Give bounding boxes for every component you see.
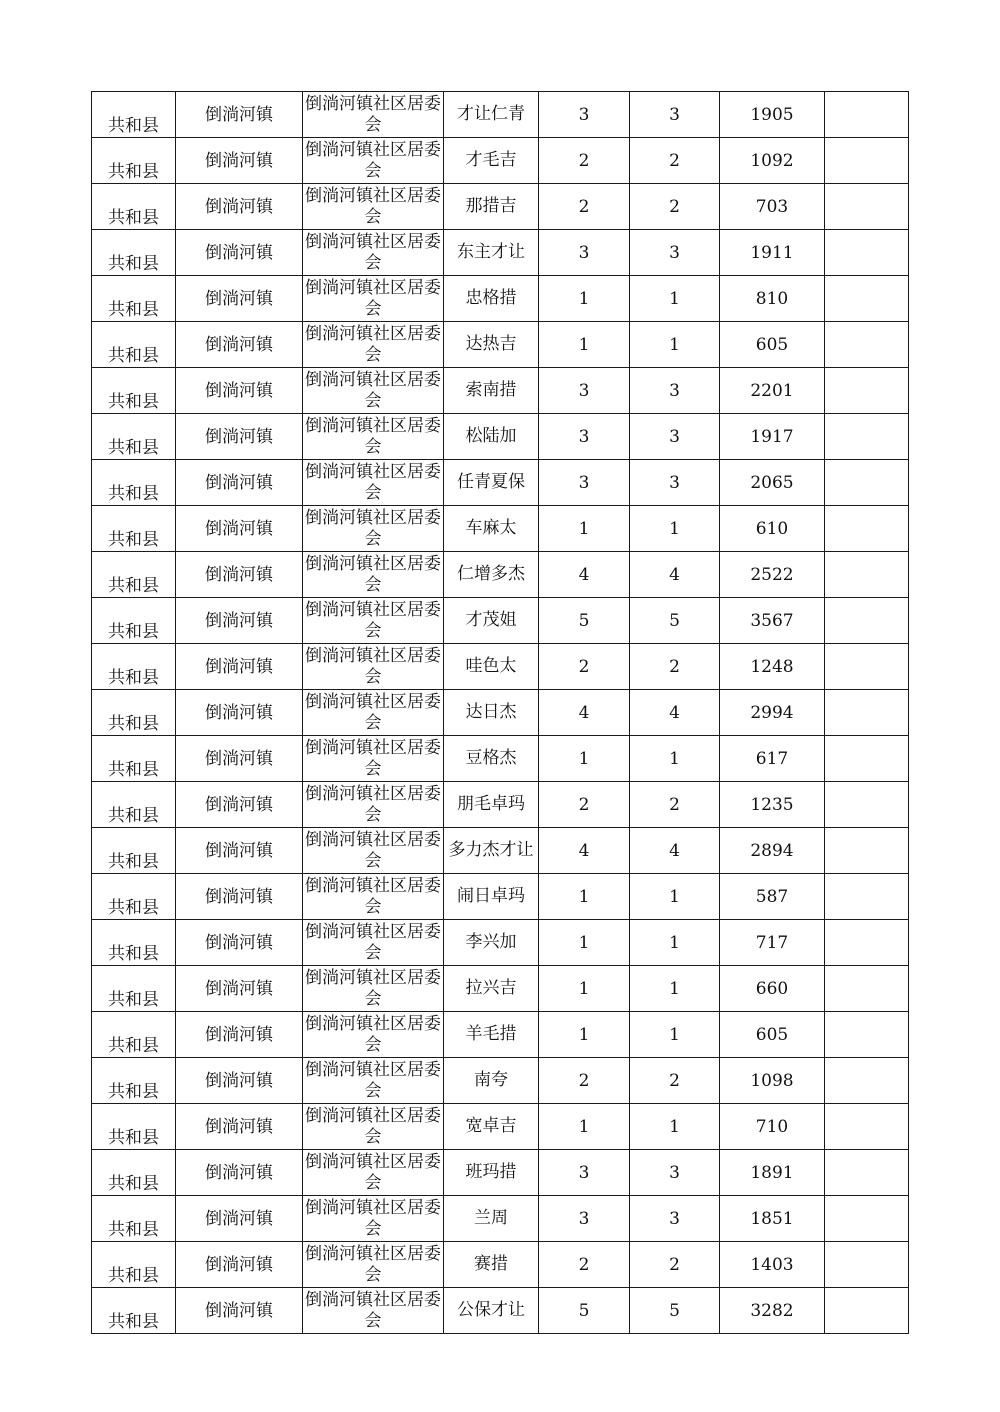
amount-cell: 2201: [720, 368, 825, 414]
committee-cell: 倒淌河镇社区居委会: [303, 276, 444, 322]
person-count-cell: 1: [630, 920, 720, 966]
table-row: [92, 1242, 909, 1288]
name-cell: 公保才让: [444, 1288, 539, 1334]
note-cell: [825, 1150, 909, 1196]
household-count-cell: 2: [539, 1058, 630, 1104]
town-cell: 倒淌河镇: [176, 506, 303, 552]
town-cell: 倒淌河镇: [176, 184, 303, 230]
note-cell: [825, 736, 909, 782]
household-count-cell: 1: [539, 276, 630, 322]
committee-cell: 倒淌河镇社区居委会: [303, 460, 444, 506]
name-cell: 松陆加: [444, 414, 539, 460]
person-count-cell: 2: [630, 184, 720, 230]
name-cell: 班玛措: [444, 1150, 539, 1196]
note-cell: [825, 276, 909, 322]
committee-cell: 倒淌河镇社区居委会: [303, 322, 444, 368]
committee-cell: 倒淌河镇社区居委会: [303, 414, 444, 460]
table-row: [92, 506, 909, 552]
note-cell: [825, 1012, 909, 1058]
household-count-cell: 1: [539, 506, 630, 552]
committee-cell: 倒淌河镇社区居委会: [303, 552, 444, 598]
amount-cell: 1235: [720, 782, 825, 828]
household-count-cell: 2: [539, 644, 630, 690]
household-count-cell: 3: [539, 1196, 630, 1242]
county-cell: 共和县: [92, 414, 176, 460]
note-cell: [825, 368, 909, 414]
committee-cell: 倒淌河镇社区居委会: [303, 92, 444, 138]
person-count-cell: 1: [630, 1012, 720, 1058]
amount-cell: 710: [720, 1104, 825, 1150]
household-count-cell: 5: [539, 598, 630, 644]
county-cell: 共和县: [92, 736, 176, 782]
household-count-cell: 1: [539, 966, 630, 1012]
committee-cell: 倒淌河镇社区居委会: [303, 138, 444, 184]
table-row: [92, 230, 909, 276]
household-count-cell: 2: [539, 138, 630, 184]
committee-cell: 倒淌河镇社区居委会: [303, 598, 444, 644]
household-count-cell: 2: [539, 184, 630, 230]
household-count-cell: 1: [539, 1012, 630, 1058]
table-row: [92, 736, 909, 782]
table-row: [92, 92, 909, 138]
person-count-cell: 3: [630, 460, 720, 506]
town-cell: 倒淌河镇: [176, 368, 303, 414]
county-cell: 共和县: [92, 598, 176, 644]
amount-cell: 587: [720, 874, 825, 920]
table-row: [92, 1150, 909, 1196]
amount-cell: 1098: [720, 1058, 825, 1104]
county-cell: 共和县: [92, 230, 176, 276]
note-cell: [825, 552, 909, 598]
note-cell: [825, 920, 909, 966]
amount-cell: 610: [720, 506, 825, 552]
name-cell: 忠格措: [444, 276, 539, 322]
committee-cell: 倒淌河镇社区居委会: [303, 506, 444, 552]
name-cell: 李兴加: [444, 920, 539, 966]
person-count-cell: 1: [630, 506, 720, 552]
amount-cell: 660: [720, 966, 825, 1012]
town-cell: 倒淌河镇: [176, 920, 303, 966]
county-cell: 共和县: [92, 1196, 176, 1242]
note-cell: [825, 138, 909, 184]
committee-cell: 倒淌河镇社区居委会: [303, 1150, 444, 1196]
committee-cell: 倒淌河镇社区居委会: [303, 966, 444, 1012]
committee-cell: 倒淌河镇社区居委会: [303, 184, 444, 230]
committee-cell: 倒淌河镇社区居委会: [303, 736, 444, 782]
person-count-cell: 1: [630, 966, 720, 1012]
county-cell: 共和县: [92, 1012, 176, 1058]
town-cell: 倒淌河镇: [176, 1058, 303, 1104]
county-cell: 共和县: [92, 828, 176, 874]
county-cell: 共和县: [92, 368, 176, 414]
name-cell: 车麻太: [444, 506, 539, 552]
town-cell: 倒淌河镇: [176, 1150, 303, 1196]
name-cell: 索南措: [444, 368, 539, 414]
person-count-cell: 3: [630, 1196, 720, 1242]
committee-cell: 倒淌河镇社区居委会: [303, 1196, 444, 1242]
table-row: [92, 368, 909, 414]
person-count-cell: 1: [630, 276, 720, 322]
town-cell: 倒淌河镇: [176, 874, 303, 920]
person-count-cell: 5: [630, 1288, 720, 1334]
table-body: [92, 92, 909, 1334]
person-count-cell: 5: [630, 598, 720, 644]
note-cell: [825, 1104, 909, 1150]
person-count-cell: 2: [630, 644, 720, 690]
town-cell: 倒淌河镇: [176, 1288, 303, 1334]
amount-cell: 3282: [720, 1288, 825, 1334]
name-cell: 羊毛措: [444, 1012, 539, 1058]
town-cell: 倒淌河镇: [176, 276, 303, 322]
household-count-cell: 3: [539, 414, 630, 460]
amount-cell: 2065: [720, 460, 825, 506]
name-cell: 豆格杰: [444, 736, 539, 782]
household-count-cell: 1: [539, 736, 630, 782]
household-count-cell: 3: [539, 368, 630, 414]
amount-cell: 1917: [720, 414, 825, 460]
table-row: [92, 1196, 909, 1242]
table-row: [92, 1012, 909, 1058]
name-cell: 那措吉: [444, 184, 539, 230]
person-count-cell: 4: [630, 690, 720, 736]
name-cell: 任青夏保: [444, 460, 539, 506]
county-cell: 共和县: [92, 920, 176, 966]
household-count-cell: 1: [539, 920, 630, 966]
table-row: [92, 414, 909, 460]
name-cell: 哇色太: [444, 644, 539, 690]
name-cell: 拉兴吉: [444, 966, 539, 1012]
person-count-cell: 1: [630, 736, 720, 782]
table-row: [92, 276, 909, 322]
county-cell: 共和县: [92, 874, 176, 920]
table-row: [92, 460, 909, 506]
person-count-cell: 2: [630, 782, 720, 828]
county-cell: 共和县: [92, 460, 176, 506]
committee-cell: 倒淌河镇社区居委会: [303, 644, 444, 690]
town-cell: 倒淌河镇: [176, 92, 303, 138]
amount-cell: 717: [720, 920, 825, 966]
amount-cell: 3567: [720, 598, 825, 644]
committee-cell: 倒淌河镇社区居委会: [303, 1242, 444, 1288]
town-cell: 倒淌河镇: [176, 966, 303, 1012]
note-cell: [825, 1196, 909, 1242]
name-cell: 兰周: [444, 1196, 539, 1242]
county-cell: 共和县: [92, 1150, 176, 1196]
town-cell: 倒淌河镇: [176, 552, 303, 598]
county-cell: 共和县: [92, 690, 176, 736]
committee-cell: 倒淌河镇社区居委会: [303, 828, 444, 874]
town-cell: 倒淌河镇: [176, 690, 303, 736]
table-row: [92, 920, 909, 966]
amount-cell: 810: [720, 276, 825, 322]
name-cell: 达热吉: [444, 322, 539, 368]
household-count-cell: 4: [539, 690, 630, 736]
person-count-cell: 3: [630, 368, 720, 414]
person-count-cell: 3: [630, 92, 720, 138]
table-row: [92, 184, 909, 230]
town-cell: 倒淌河镇: [176, 1196, 303, 1242]
county-cell: 共和县: [92, 276, 176, 322]
county-cell: 共和县: [92, 138, 176, 184]
table-row: [92, 644, 909, 690]
table-row: [92, 322, 909, 368]
town-cell: 倒淌河镇: [176, 414, 303, 460]
town-cell: 倒淌河镇: [176, 782, 303, 828]
household-count-cell: 3: [539, 460, 630, 506]
county-cell: 共和县: [92, 184, 176, 230]
note-cell: [825, 874, 909, 920]
beneficiary-table: [91, 91, 909, 1334]
town-cell: 倒淌河镇: [176, 322, 303, 368]
household-count-cell: 4: [539, 828, 630, 874]
town-cell: 倒淌河镇: [176, 736, 303, 782]
town-cell: 倒淌河镇: [176, 644, 303, 690]
household-count-cell: 1: [539, 874, 630, 920]
committee-cell: 倒淌河镇社区居委会: [303, 1104, 444, 1150]
name-cell: 才毛吉: [444, 138, 539, 184]
person-count-cell: 1: [630, 1104, 720, 1150]
household-count-cell: 1: [539, 1104, 630, 1150]
note-cell: [825, 644, 909, 690]
committee-cell: 倒淌河镇社区居委会: [303, 874, 444, 920]
table-row: [92, 1058, 909, 1104]
table-row: [92, 552, 909, 598]
amount-cell: 2894: [720, 828, 825, 874]
county-cell: 共和县: [92, 1288, 176, 1334]
town-cell: 倒淌河镇: [176, 138, 303, 184]
note-cell: [825, 460, 909, 506]
town-cell: 倒淌河镇: [176, 460, 303, 506]
person-count-cell: 3: [630, 230, 720, 276]
note-cell: [825, 782, 909, 828]
amount-cell: 605: [720, 1012, 825, 1058]
committee-cell: 倒淌河镇社区居委会: [303, 920, 444, 966]
note-cell: [825, 414, 909, 460]
town-cell: 倒淌河镇: [176, 1104, 303, 1150]
amount-cell: 605: [720, 322, 825, 368]
committee-cell: 倒淌河镇社区居委会: [303, 782, 444, 828]
name-cell: 南夸: [444, 1058, 539, 1104]
name-cell: 朋毛卓玛: [444, 782, 539, 828]
table-row: [92, 828, 909, 874]
amount-cell: 703: [720, 184, 825, 230]
county-cell: 共和县: [92, 322, 176, 368]
person-count-cell: 2: [630, 138, 720, 184]
table-row: [92, 966, 909, 1012]
note-cell: [825, 92, 909, 138]
county-cell: 共和县: [92, 966, 176, 1012]
person-count-cell: 4: [630, 552, 720, 598]
person-count-cell: 2: [630, 1242, 720, 1288]
amount-cell: 1905: [720, 92, 825, 138]
committee-cell: 倒淌河镇社区居委会: [303, 1058, 444, 1104]
town-cell: 倒淌河镇: [176, 1242, 303, 1288]
person-count-cell: 1: [630, 874, 720, 920]
name-cell: 仁增多杰: [444, 552, 539, 598]
committee-cell: 倒淌河镇社区居委会: [303, 230, 444, 276]
table-row: [92, 598, 909, 644]
county-cell: 共和县: [92, 1104, 176, 1150]
household-count-cell: 1: [539, 322, 630, 368]
town-cell: 倒淌河镇: [176, 1012, 303, 1058]
table-row: [92, 782, 909, 828]
county-cell: 共和县: [92, 1058, 176, 1104]
note-cell: [825, 184, 909, 230]
county-cell: 共和县: [92, 782, 176, 828]
household-count-cell: 5: [539, 1288, 630, 1334]
amount-cell: 1911: [720, 230, 825, 276]
name-cell: 多力杰才让: [444, 828, 539, 874]
note-cell: [825, 230, 909, 276]
person-count-cell: 3: [630, 414, 720, 460]
table-row: [92, 138, 909, 184]
committee-cell: 倒淌河镇社区居委会: [303, 1012, 444, 1058]
note-cell: [825, 690, 909, 736]
note-cell: [825, 1288, 909, 1334]
note-cell: [825, 1058, 909, 1104]
person-count-cell: 4: [630, 828, 720, 874]
committee-cell: 倒淌河镇社区居委会: [303, 1288, 444, 1334]
note-cell: [825, 322, 909, 368]
table-row: [92, 1288, 909, 1334]
household-count-cell: 2: [539, 1242, 630, 1288]
county-cell: 共和县: [92, 1242, 176, 1288]
committee-cell: 倒淌河镇社区居委会: [303, 690, 444, 736]
county-cell: 共和县: [92, 506, 176, 552]
household-count-cell: 3: [539, 92, 630, 138]
name-cell: 宽卓吉: [444, 1104, 539, 1150]
committee-cell: 倒淌河镇社区居委会: [303, 368, 444, 414]
household-count-cell: 3: [539, 230, 630, 276]
household-count-cell: 2: [539, 782, 630, 828]
town-cell: 倒淌河镇: [176, 598, 303, 644]
note-cell: [825, 828, 909, 874]
name-cell: 才让仁青: [444, 92, 539, 138]
table-row: [92, 1104, 909, 1150]
county-cell: 共和县: [92, 552, 176, 598]
note-cell: [825, 1242, 909, 1288]
town-cell: 倒淌河镇: [176, 828, 303, 874]
amount-cell: 1092: [720, 138, 825, 184]
name-cell: 东主才让: [444, 230, 539, 276]
person-count-cell: 2: [630, 1058, 720, 1104]
table-row: [92, 874, 909, 920]
name-cell: 赛措: [444, 1242, 539, 1288]
county-cell: 共和县: [92, 644, 176, 690]
name-cell: 才茂姐: [444, 598, 539, 644]
name-cell: 达日杰: [444, 690, 539, 736]
note-cell: [825, 598, 909, 644]
note-cell: [825, 966, 909, 1012]
amount-cell: 2522: [720, 552, 825, 598]
note-cell: [825, 506, 909, 552]
town-cell: 倒淌河镇: [176, 230, 303, 276]
person-count-cell: 1: [630, 322, 720, 368]
name-cell: 闹日卓玛: [444, 874, 539, 920]
amount-cell: 1891: [720, 1150, 825, 1196]
person-count-cell: 3: [630, 1150, 720, 1196]
amount-cell: 1248: [720, 644, 825, 690]
amount-cell: 617: [720, 736, 825, 782]
household-count-cell: 4: [539, 552, 630, 598]
amount-cell: 2994: [720, 690, 825, 736]
table-row: [92, 690, 909, 736]
county-cell: 共和县: [92, 92, 176, 138]
amount-cell: 1403: [720, 1242, 825, 1288]
household-count-cell: 3: [539, 1150, 630, 1196]
amount-cell: 1851: [720, 1196, 825, 1242]
